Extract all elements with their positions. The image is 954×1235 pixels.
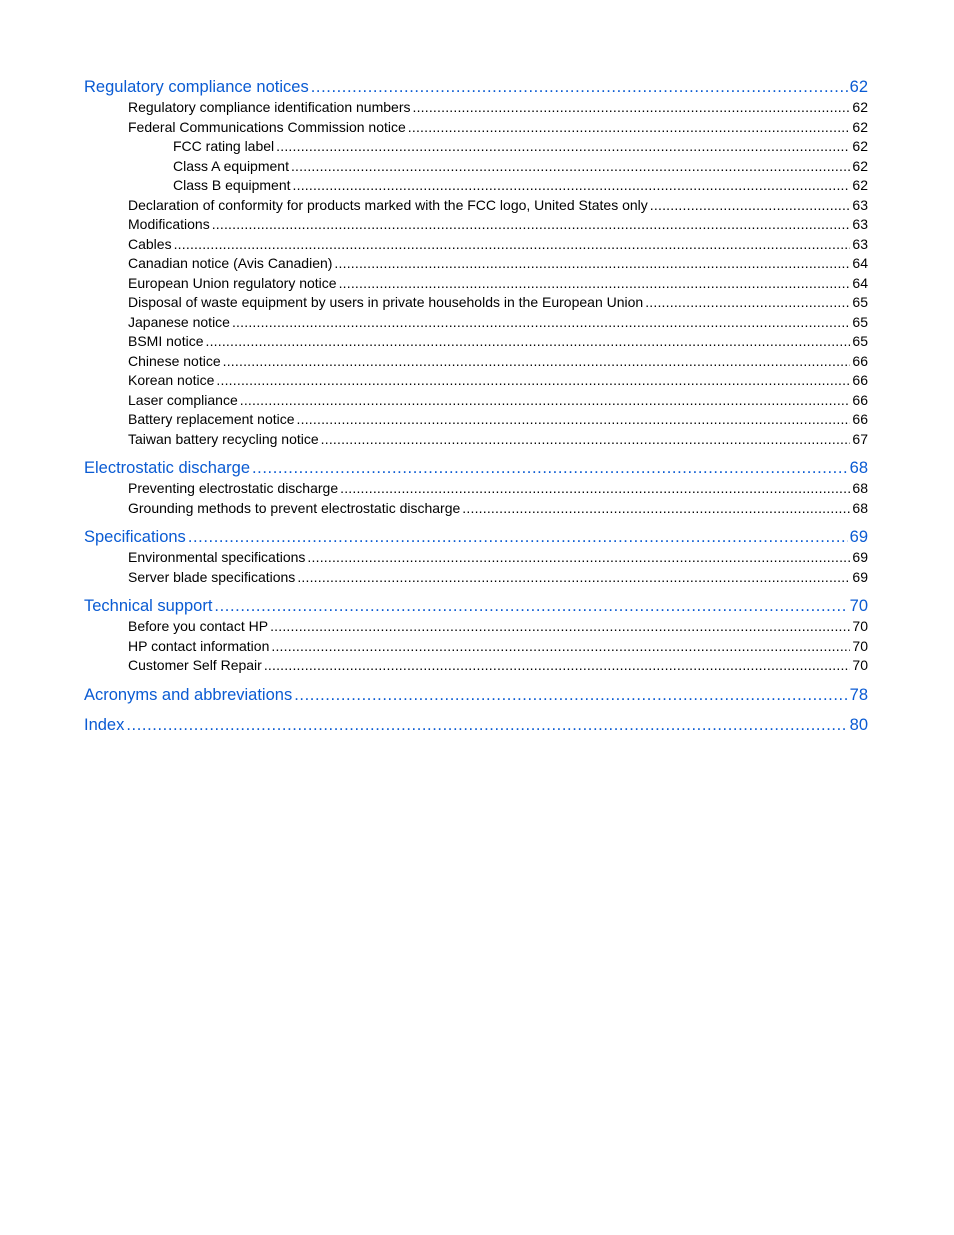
toc-entry[interactable] xyxy=(84,410,868,430)
dot-leader xyxy=(240,391,851,411)
dot-leader xyxy=(232,313,850,333)
toc-entry-page-number: 66 xyxy=(852,391,868,408)
dot-leader xyxy=(212,215,851,235)
toc-entry-title: Cables xyxy=(128,235,172,252)
toc-entry-title: Preventing electrostatic discharge xyxy=(128,480,339,496)
toc-entry-page-number: 69 xyxy=(849,528,868,546)
toc-entry-title: Technical support xyxy=(84,597,213,615)
toc-entry-page-number: 67 xyxy=(852,430,868,447)
toc-heading-entry[interactable] xyxy=(84,714,868,736)
toc-entry-page-number: 62 xyxy=(852,138,868,154)
toc-entry-page-number: 62 xyxy=(849,78,868,96)
dot-leader xyxy=(408,118,851,138)
toc-entry-title: FCC rating label xyxy=(173,138,275,154)
toc-entry-page-number: 65 xyxy=(852,313,868,330)
toc-entry[interactable] xyxy=(84,196,868,216)
toc-entry-page-number: 70 xyxy=(849,597,868,615)
dot-leader xyxy=(291,157,850,177)
toc-entry-page-number: 63 xyxy=(852,235,868,252)
toc-entry-page-number: 68 xyxy=(852,480,868,496)
toc-entry-title: Customer Self Repair xyxy=(128,657,262,673)
toc-entry[interactable] xyxy=(84,157,868,177)
toc-heading-entry[interactable] xyxy=(84,595,868,617)
dot-leader xyxy=(462,499,850,519)
dot-leader xyxy=(650,196,851,216)
toc-entry[interactable] xyxy=(84,637,868,657)
toc-entry-title: Japanese notice xyxy=(128,313,230,330)
toc-entry-title: Electrostatic discharge xyxy=(84,459,250,477)
toc-heading-entry[interactable] xyxy=(84,76,868,98)
table-of-contents xyxy=(84,76,868,736)
dot-leader xyxy=(307,548,850,568)
toc-entry[interactable] xyxy=(84,254,868,274)
toc-entry-page-number: 70 xyxy=(852,618,868,634)
dot-leader xyxy=(271,637,850,657)
toc-entry[interactable] xyxy=(84,371,868,391)
toc-entry-page-number: 64 xyxy=(852,255,868,271)
dot-leader xyxy=(412,98,850,118)
dot-leader xyxy=(252,457,848,479)
toc-entry-title: Laser compliance xyxy=(128,391,238,408)
dot-leader xyxy=(297,410,851,430)
toc-entry-title: Chinese notice xyxy=(128,352,221,369)
toc-entry-title: Before you contact HP xyxy=(128,618,269,634)
dot-leader xyxy=(321,430,851,450)
toc-entry-page-number: 65 xyxy=(852,294,868,310)
toc-entry-title: Index xyxy=(84,715,125,734)
toc-entry-title: Disposal of waste equipment by users in private households in the European Union xyxy=(128,294,644,310)
dot-leader xyxy=(340,479,850,499)
toc-entry-title: Declaration of conformity for products marked with the FCC logo, United States only xyxy=(128,196,648,213)
dot-leader xyxy=(334,254,850,274)
toc-entry-title: Server blade specifications xyxy=(128,568,296,585)
dot-leader xyxy=(294,684,847,706)
toc-entry-title: Regulatory compliance notices xyxy=(84,78,309,96)
toc-entry-title: Canadian notice (Avis Canadien) xyxy=(128,255,333,271)
toc-entry-title: Modifications xyxy=(128,216,210,232)
toc-entry-title: Korean notice xyxy=(128,372,215,388)
toc-entry-title: Specifications xyxy=(84,528,186,546)
toc-entry-page-number: 62 xyxy=(852,118,868,135)
toc-entry-title: European Union regulatory notice xyxy=(128,274,337,291)
toc-entry[interactable] xyxy=(84,235,868,255)
toc-heading-entry[interactable] xyxy=(84,457,868,479)
dot-leader xyxy=(174,235,851,255)
toc-entry-page-number: 68 xyxy=(849,459,868,477)
dot-leader xyxy=(276,137,850,157)
toc-entry-page-number: 69 xyxy=(852,568,868,585)
toc-entry-page-number: 66 xyxy=(852,352,868,369)
dot-leader xyxy=(216,371,850,391)
toc-entry[interactable] xyxy=(84,332,868,352)
toc-entry-page-number: 62 xyxy=(852,157,868,174)
toc-entry[interactable] xyxy=(84,548,868,568)
toc-entry-title: Federal Communications Commission notice xyxy=(128,118,406,135)
toc-entry-title: Class B equipment xyxy=(173,177,291,193)
dot-leader xyxy=(205,332,850,352)
dot-leader xyxy=(264,656,851,676)
toc-entry-title: Grounding methods to prevent electrostatic discharge xyxy=(128,499,461,516)
toc-entry-page-number: 69 xyxy=(852,549,868,565)
toc-entry-title: Battery replacement notice xyxy=(128,411,295,427)
toc-entry-page-number: 63 xyxy=(852,216,868,232)
toc-entry[interactable] xyxy=(84,274,868,294)
dot-leader xyxy=(214,595,847,617)
dot-leader xyxy=(297,568,850,588)
toc-entry-page-number: 78 xyxy=(849,685,868,704)
toc-entry[interactable] xyxy=(84,313,868,333)
toc-entry[interactable] xyxy=(84,352,868,372)
toc-entry-title: HP contact information xyxy=(128,637,270,654)
toc-entry[interactable] xyxy=(84,479,868,499)
toc-entry[interactable] xyxy=(84,617,868,637)
toc-entry-title: Acronyms and abbreviations xyxy=(84,685,293,704)
dot-leader xyxy=(645,293,850,313)
toc-entry-page-number: 68 xyxy=(852,499,868,516)
toc-entry[interactable] xyxy=(84,137,868,157)
toc-entry[interactable] xyxy=(84,391,868,411)
toc-entry-page-number: 63 xyxy=(852,196,868,213)
toc-entry[interactable] xyxy=(84,176,868,196)
toc-entry[interactable] xyxy=(84,656,868,676)
toc-entry-page-number: 70 xyxy=(852,657,868,673)
toc-entry-title: Class A equipment xyxy=(173,157,289,174)
toc-entry[interactable] xyxy=(84,430,868,450)
dot-leader xyxy=(188,526,848,548)
toc-entry-page-number: 62 xyxy=(852,177,868,193)
dot-leader xyxy=(126,714,847,736)
toc-entry-title: BSMI notice xyxy=(128,333,204,349)
toc-entry[interactable] xyxy=(84,118,868,138)
toc-heading-entry[interactable] xyxy=(84,684,868,706)
dot-leader xyxy=(339,274,851,294)
dot-leader xyxy=(293,176,851,196)
toc-entry-title: Environmental specifications xyxy=(128,549,306,565)
dot-leader xyxy=(311,76,848,98)
toc-entry-page-number: 64 xyxy=(852,274,868,291)
toc-entry-page-number: 65 xyxy=(852,333,868,349)
toc-entry-page-number: 80 xyxy=(849,715,868,734)
toc-entry[interactable] xyxy=(84,293,868,313)
toc-entry[interactable] xyxy=(84,499,868,519)
toc-entry-page-number: 66 xyxy=(852,411,868,427)
toc-entry-page-number: 62 xyxy=(852,99,868,115)
toc-heading-entry[interactable] xyxy=(84,526,868,548)
toc-entry[interactable] xyxy=(84,215,868,235)
toc-entry-title: Regulatory compliance identification numbers xyxy=(128,99,411,115)
toc-entry-page-number: 70 xyxy=(852,637,868,654)
toc-entry[interactable] xyxy=(84,568,868,588)
dot-leader xyxy=(270,617,850,637)
toc-entry[interactable] xyxy=(84,98,868,118)
toc-entry-title: Taiwan battery recycling notice xyxy=(128,430,319,447)
dot-leader xyxy=(223,352,851,372)
toc-entry-page-number: 66 xyxy=(852,372,868,388)
